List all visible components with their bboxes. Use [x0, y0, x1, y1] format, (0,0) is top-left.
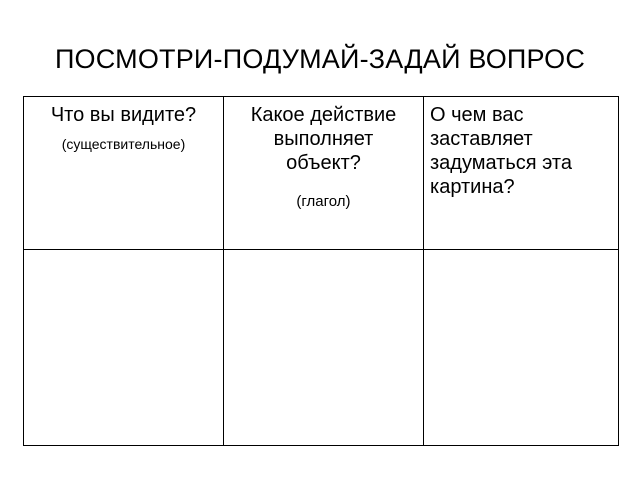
header-think [224, 103, 423, 175]
answer-cell-see[interactable] [24, 250, 223, 445]
header-wonder-line: заставляет [430, 128, 533, 150]
see-think-wonder-table [23, 96, 619, 446]
header-see-line: Что вы видите? [50, 104, 197, 126]
answer-cell-wonder[interactable] [424, 250, 618, 445]
header-wonder-line: О чем вас [430, 104, 524, 126]
header-wonder-line: картина? [430, 176, 515, 198]
page-title: ПОСМОТРИ-ПОДУМАЙ-ЗАДАЙ ВОПРОС [54, 44, 586, 74]
header-think-line: выполняет [273, 128, 374, 150]
header-see [24, 103, 223, 127]
header-see-note: (существительное) [61, 136, 186, 152]
answer-cell-think[interactable] [224, 250, 423, 445]
header-think-note: (глагол) [296, 193, 351, 210]
header-think-line: Какое действие [250, 104, 397, 126]
header-think-line: объект? [286, 152, 361, 174]
header-wonder-line: задуматься эта [430, 152, 572, 174]
header-wonder [430, 103, 616, 199]
